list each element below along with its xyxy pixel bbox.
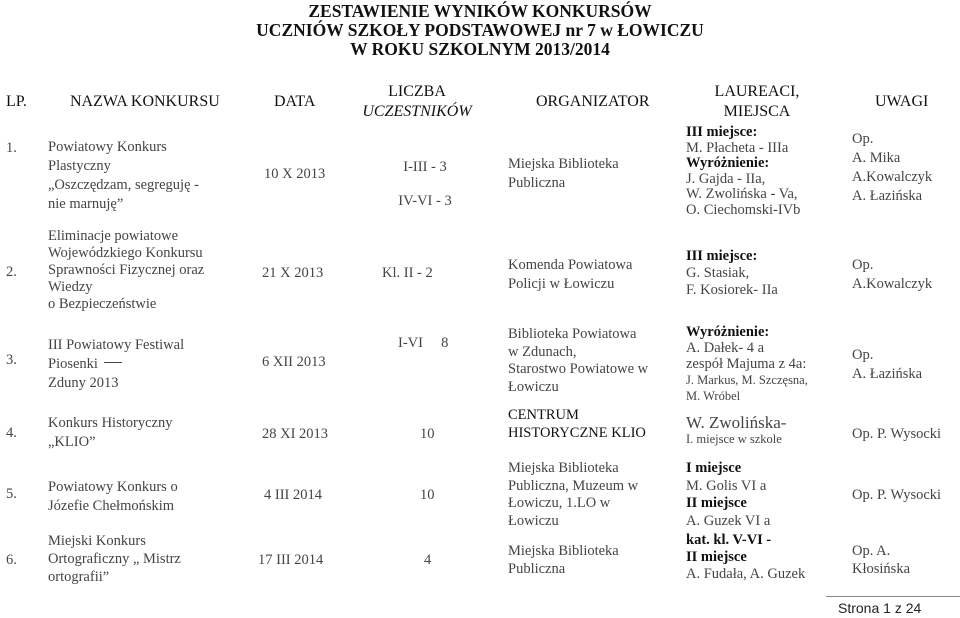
- row-5-organizer-line: Łowiczu: [508, 512, 559, 529]
- row-1-name-line: Plastyczny: [48, 158, 111, 174]
- row-1-laureates-line: Wyróżnienie:: [686, 155, 770, 171]
- row-2-laureates-line: G. Stasiak,: [686, 265, 750, 281]
- row-6-organizer-line: Publiczna: [508, 561, 566, 577]
- row-5-notes-line: Op. P. Wysocki: [852, 487, 942, 503]
- row-2-laureates-line: F. Kosiorek- IIa: [686, 282, 778, 298]
- header-count-line-1: LICZBA: [388, 83, 446, 100]
- row-3-notes: [852, 346, 922, 384]
- row-6-laureates-line: A. Fudała, A. Guzek: [686, 566, 806, 582]
- header-lp: LP.: [6, 93, 27, 110]
- row-3-notes-line: A. Łazińska: [852, 366, 923, 382]
- row-1-count: [360, 150, 490, 218]
- document-title: [0, 2, 960, 59]
- row-1-name: [48, 138, 199, 214]
- row-1-notes-line: Op.: [852, 131, 874, 147]
- row-6-laureates-line: kat. kl. V-VI -: [686, 532, 772, 548]
- row-1-laureates: [686, 125, 800, 218]
- row-1-organizer-line: Miejska Biblioteka: [508, 156, 619, 172]
- row-3-organizer-line: w Zdunach,: [508, 343, 577, 360]
- row-4-laureates-line: I. miejsce w szkole: [686, 432, 782, 446]
- header-organizer: ORGANIZATOR: [536, 93, 650, 110]
- row-4-organizer: [508, 406, 646, 442]
- header-name: NAZWA KONKURSU: [70, 93, 220, 110]
- row-4-laureates: [686, 414, 786, 448]
- row-5-laureates-line: I miejsce: [686, 460, 742, 476]
- header-laureates-line-2: MIEJSCA: [723, 103, 791, 120]
- row-2-organizer-line: Policji w Łowiczu: [508, 276, 615, 292]
- row-4-name: [48, 414, 172, 452]
- row-1-name-line: Powiatowy Konkurs: [48, 139, 167, 155]
- row-5-name-line: Powiatowy Konkurs o: [48, 479, 178, 495]
- row-5-laureates-line: II miejsce: [686, 495, 747, 511]
- row-5-laureates: [686, 460, 770, 530]
- row-6-laureates-line: II miejsce: [686, 549, 747, 565]
- row-2-laureates-line: III miejsce:: [686, 248, 758, 264]
- row-4-count-line: 10: [420, 426, 435, 442]
- row-5-notes: [852, 487, 941, 505]
- row-2-organizer: [508, 256, 632, 294]
- row-3-notes-line: Op.: [852, 347, 874, 363]
- row-4-count: [420, 426, 435, 444]
- header-date: DATA: [274, 93, 316, 110]
- row-6-notes-line: Op. A.: [852, 543, 891, 559]
- row-6-notes: [852, 542, 910, 578]
- row-1-date: 10 X 2013: [264, 166, 326, 182]
- row-3-count: [398, 335, 448, 353]
- row-3-date: 6 XII 2013: [262, 354, 326, 370]
- row-4-laureates-line: W. Zwolińska-: [686, 413, 787, 432]
- row-5-name-line: Józefie Chełmońskim: [48, 498, 175, 514]
- row-3-laureates: [686, 324, 808, 404]
- row-5-organizer-line: Miejska Biblioteka: [508, 460, 619, 476]
- row-1-laureates-line: J. Gajda - IIa,: [686, 170, 766, 187]
- row-5-lp: 5.: [6, 486, 17, 502]
- row-2-notes-line: Op.: [852, 257, 874, 273]
- row-3-laureates-line: A. Dałek- 4 a: [686, 340, 765, 356]
- row-1-notes-line: A.Kowalczyk: [852, 169, 933, 185]
- row-4-name-line: Konkurs Historyczny: [48, 415, 173, 431]
- row-1-organizer-line: Publiczna: [508, 175, 566, 191]
- row-6-name-line: Ortograficzny „ Mistrz: [48, 551, 181, 567]
- row-2-notes-line: A.Kowalczyk: [852, 276, 933, 292]
- header-count-line-2: UCZESTNIKÓW: [362, 103, 472, 120]
- row-3-lp: 3.: [6, 352, 17, 368]
- row-3-organizer: [508, 326, 648, 396]
- row-2-name-line: Wojewódzkiego Konkursu: [48, 245, 203, 261]
- row-6-notes-line: Kłosińska: [852, 561, 910, 577]
- row-2-name-line: Eliminacje powiatowe: [48, 228, 179, 244]
- row-6-name: [48, 532, 181, 586]
- row-1-laureates-line: III miejsce:: [686, 124, 758, 140]
- row-2-name-line: Sprawności Fizycznej oraz: [48, 262, 205, 278]
- row-3-name-line-text: Piosenki: [48, 356, 98, 372]
- row-3-name-line: III Powiatowy Festiwal: [48, 337, 185, 353]
- row-2-count: [382, 265, 433, 283]
- row-1-name-line: nie marnuję”: [48, 196, 124, 212]
- row-6-count-line: 4: [424, 552, 432, 568]
- row-5-organizer-line: Publiczna, Muzeum w: [508, 477, 639, 494]
- row-4-organizer-line: CENTRUM: [508, 407, 579, 423]
- row-5-organizer: [508, 460, 638, 530]
- footer-rule: [826, 596, 960, 597]
- page-number: Strona 1 z 24: [838, 600, 922, 616]
- row-4-organizer-line: HISTORYCZNE KLIO: [508, 425, 646, 441]
- row-1-count-line: I-III - 3: [403, 159, 447, 175]
- header-count: [352, 82, 482, 120]
- dash-rule: [104, 362, 122, 363]
- row-3-organizer-line: Starostwo Powiatowe w: [508, 361, 649, 377]
- row-5-count-line: 10: [420, 487, 435, 503]
- row-3-laureates-line: zespół Majuma z 4a:: [686, 356, 807, 372]
- row-5-laureates-line: A. Guzek VI a: [686, 512, 771, 529]
- row-2-lp: 2.: [6, 264, 17, 280]
- row-6-date: 17 III 2014: [258, 552, 324, 568]
- row-2-organizer-line: Komenda Powiatowa: [508, 257, 633, 273]
- row-3-name-line: [48, 355, 184, 374]
- row-6-name-line: ortografii”: [48, 569, 110, 585]
- row-2-notes: [852, 256, 932, 294]
- row-3-count-number: 8: [441, 335, 449, 351]
- row-1-laureates-line: W. Zwolińska - Va,: [686, 186, 798, 202]
- header-laureates-line-1: LAUREACI,: [714, 83, 800, 100]
- row-5-laureates-line: M. Golis VI a: [686, 477, 767, 494]
- row-2-name-line: Wiedzy: [48, 279, 93, 295]
- row-5-name: [48, 478, 178, 516]
- title-line-2: UCZNIÓW SZKOŁY PODSTAWOWEJ nr 7 w ŁOWICZU: [256, 20, 704, 40]
- row-6-name-line: Miejski Konkurs: [48, 533, 146, 549]
- row-3-name: [48, 336, 184, 393]
- row-3-laureates-line: Wyróżnienie:: [686, 324, 770, 340]
- row-6-organizer: [508, 542, 619, 578]
- row-3-name-line: Zduny 2013: [48, 375, 119, 391]
- row-3-count-range: I-VI: [398, 335, 423, 351]
- header-notes: UWAGI: [875, 93, 929, 110]
- row-3-organizer-line: Biblioteka Powiatowa: [508, 326, 637, 342]
- row-1-notes-line: A. Mika: [852, 150, 901, 166]
- row-2-name: [48, 228, 204, 313]
- row-4-notes-line: Op. P. Wysocki: [852, 426, 942, 442]
- row-4-name-line: „KLIO”: [48, 434, 96, 450]
- row-5-organizer-line: Łowiczu, 1.LO w: [508, 495, 611, 511]
- row-1-organizer: [508, 155, 619, 193]
- title-line-1: ZESTAWIENIE WYNIKÓW KONKURSÓW: [308, 1, 652, 21]
- row-3-organizer-line: Łowiczu: [508, 378, 559, 395]
- row-1-count-line: IV-VI - 3: [398, 193, 452, 209]
- row-6-organizer-line: Miejska Biblioteka: [508, 543, 619, 559]
- row-4-date: 28 XI 2013: [262, 426, 329, 442]
- row-6-laureates: [686, 532, 805, 583]
- row-1-notes-line: A. Łazińska: [852, 188, 923, 204]
- row-5-count: [420, 487, 435, 505]
- row-2-date: 21 X 2013: [262, 265, 324, 281]
- row-4-notes: [852, 426, 941, 444]
- row-2-count-line: Kl. II - 2: [382, 265, 433, 281]
- row-1-laureates-line: O. Ciechomski-IVb: [686, 201, 801, 218]
- row-1-laureates-line: M. Płacheta - IIIa: [686, 139, 789, 156]
- row-4-lp: 4.: [6, 425, 17, 441]
- title-line-3: W ROKU SZKOLNYM 2013/2014: [350, 39, 610, 59]
- row-1-name-line: „Oszczędzam, segreguję -: [48, 177, 199, 193]
- row-6-count: [424, 552, 431, 570]
- row-3-laureates-line: J. Markus, M. Szczęsna,: [686, 373, 808, 387]
- row-2-laureates: [686, 248, 778, 299]
- header-laureates: [682, 82, 832, 120]
- row-2-name-line: o Bezpieczeństwie: [48, 296, 157, 312]
- row-6-lp: 6.: [6, 552, 17, 568]
- row-3-laureates-line: M. Wróbel: [686, 389, 741, 403]
- row-1-lp: 1.: [6, 140, 17, 156]
- row-1-notes: [852, 130, 932, 206]
- row-5-date: 4 III 2014: [264, 487, 322, 503]
